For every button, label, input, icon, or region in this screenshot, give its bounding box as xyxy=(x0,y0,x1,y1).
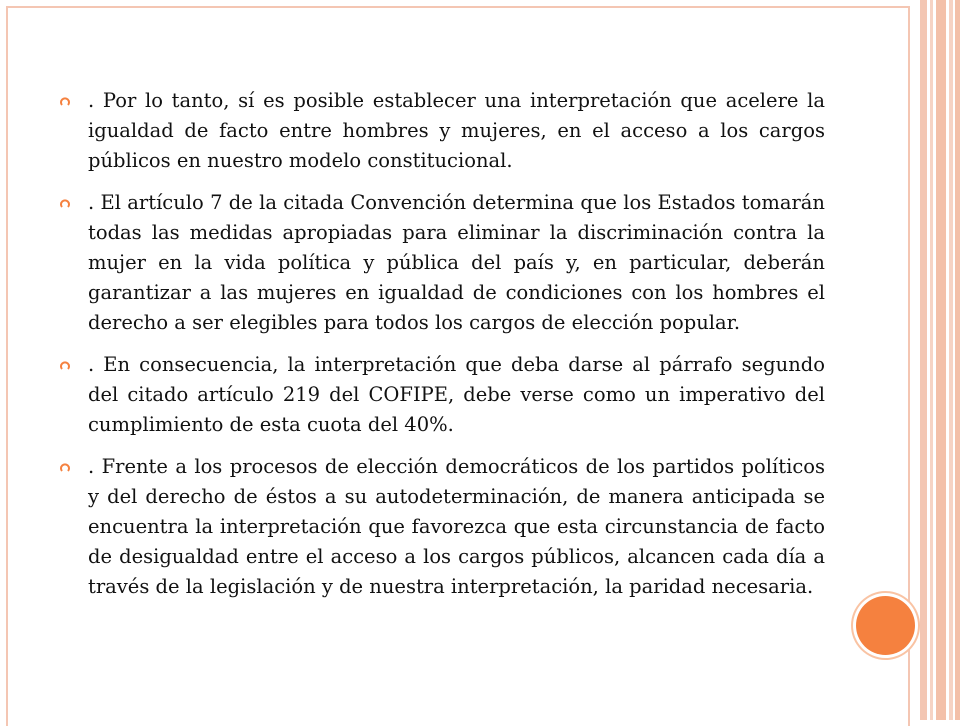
bullet-text: . El artículo 7 de la citada Convención determina que los Estados tomarán todas las medidas apropiadas para eliminar la discriminación contra la mujer en la vida política y pública del país y, en particular, deberán garantizar a las mujeres en igualdad de condiciones con los hombres el derecho a ser elegibles para todos los cargos de elección popular. xyxy=(88,191,825,334)
list-item xyxy=(60,188,825,338)
ring-bullet-icon xyxy=(60,462,70,472)
list-item xyxy=(60,86,825,176)
bullet-list xyxy=(60,86,825,614)
decorative-stripe xyxy=(949,0,953,720)
ring-bullet-icon xyxy=(60,96,70,106)
bullet-text: . Frente a los procesos de elección democráticos de los partidos políticos y del derecho de éstos a su autodeterminación, de manera anticipada se encuentra la interpretación que favorezca que esta circunstancia de facto de desigualdad entre el acceso a los cargos públicos, alcancen cada día a través de la legislación y de nuestra interpretación, la paridad necesaria. xyxy=(88,455,825,598)
list-item xyxy=(60,350,825,440)
decorative-stripe xyxy=(955,0,960,720)
decorative-stripe xyxy=(936,0,946,720)
decorative-stripe xyxy=(930,0,933,720)
decorative-circle xyxy=(856,596,915,655)
decorative-stripe xyxy=(920,0,927,720)
ring-bullet-icon xyxy=(60,360,70,370)
bullet-text: . Por lo tanto, sí es posible establecer una interpretación que acelere la igualdad de facto entre hombres y mujeres, en el acceso a los cargos públicos en nuestro modelo constitucional. xyxy=(88,89,825,172)
bullet-text: . En consecuencia, la interpretación que deba darse al párrafo segundo del citado artículo 219 del COFIPE, debe verse como un imperativo del cumplimiento de esta cuota del 40%. xyxy=(88,353,825,436)
ring-bullet-icon xyxy=(60,198,70,208)
list-item xyxy=(60,452,825,602)
